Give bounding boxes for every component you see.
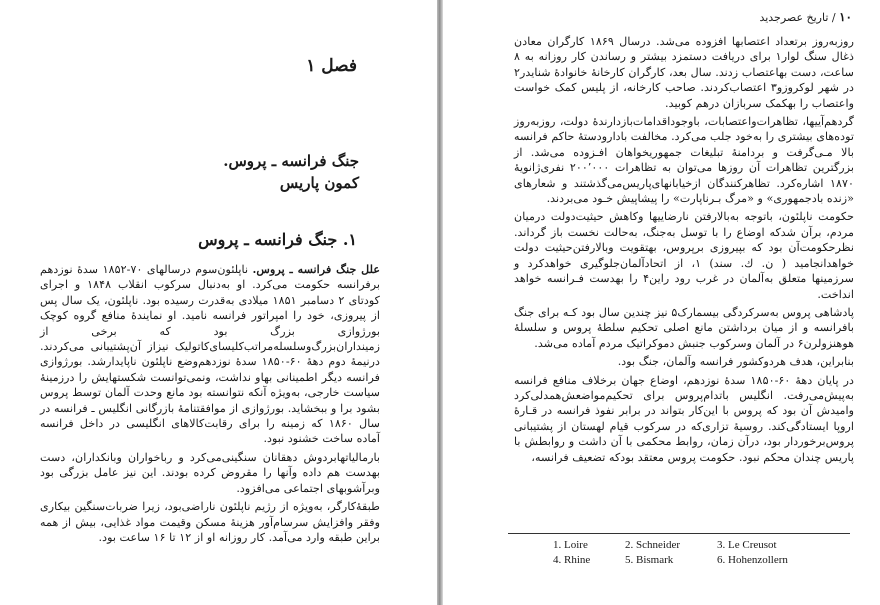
right-body-text xyxy=(514,34,854,468)
body-paragraph xyxy=(40,450,380,496)
running-head-title: تاریخ عصرجدید xyxy=(759,11,829,24)
left-body-text xyxy=(40,262,380,548)
runin-heading: علل جنگ فرانسه ـ پروس. xyxy=(252,262,381,276)
footnote: 3. Le Creusot xyxy=(717,539,777,551)
body-paragraph: روزبه‌روز برتعداد اعتصابها افزوده می‌شد. درسال ۱۸۶۹ کارگران معادن ذغال سنگ لوار۱ برای دریافت دستمزد بیشتر و رساندن کار روزانه به ۸ ساعت، دست بهاعتصاب زدند. سال بعد، کارگران کارخانهٔ خانوادهٔ شنایدر۲ در شهر لوکروزو۳ اعتصاب‌کردند. صاحب کارخانه، از پلیس کمک خواست واعتصاب را بهکمک سربازان درهم کوبید. xyxy=(514,35,855,110)
body-paragraph xyxy=(40,262,380,447)
footnote-row xyxy=(553,538,863,553)
body-paragraph xyxy=(40,499,380,545)
part-title xyxy=(119,150,359,194)
section-title: ۱. جنگ فرانسه ـ پروس xyxy=(198,230,357,249)
body-paragraph: گردهم‌آییها، تظاهرات‌واعتصابات، باوجوداقدامات‌بازدارندهٔ دولت، روزبه‌روز توده‌های بیشتری را به‌خود جلب می‌کرد. مخالفت با‌دارودستهٔ حاکم فرانسه بالا مـی‌گرفت و بردامنهٔ تبلیغات جمهوریخواهان افـزوده می‌شد. از بزرگترین تظاهرات آن روزها می‌توان به تظاهرات ۲۰۰٬۰۰۰ نفری‌ژانویهٔ ۱۸۷۰ اشاره‌کرد. تظاهرکنندگان ازخیابانهای‌پاریس‌می‌گذشتند و شعارهای «زنده باد‌جمهوری» و «مرگ بـرناپارت» را پیشاپیش خـود می‌بردند. xyxy=(514,115,854,206)
part-title-line: کمون پاریس xyxy=(279,174,359,192)
body-paragraph: پادشاهی پروس به‌سرکردگی بیسمارک۵ نیز چندین سال بود کـه برای جنگ بافرانسه و از میان برداشتن مانع اصلی تحکیم سلطهٔ پروس و سلسلهٔ هوهنزولرن۶ در آلمان وسرکوب جنبش دموکراتیک مردم آماده می‌شد. xyxy=(514,305,854,350)
footnote: 2. Schneider xyxy=(625,539,680,551)
chapter-title: فصل ۱ xyxy=(306,56,357,76)
footnote-row xyxy=(553,553,863,568)
running-head: ۱۰ / تاریخ عصرجدید xyxy=(759,10,852,24)
footnote: 6. Hohenzollern xyxy=(717,554,788,566)
footnote: 5. Bismark xyxy=(625,554,674,566)
paragraph-text: طبقهٔ‌کارگر، به‌ویژه از رژیم ناپلئون ناراضی‌بود، زیرا ضربات‌سنگین بیکاری وفقر وافزایش سرسام‌آور هزینهٔ مسکن وقیمت مواد غذایی، بیش از همه براین طبقه وارد می‌آمد. کار روزانه او از ۱۲ تا ۱۶ ساعت بود. xyxy=(40,500,380,544)
part-title-line: جنگ فرانسه ـ پروس. xyxy=(223,152,359,170)
footnote: 4. Rhine xyxy=(553,554,591,566)
body-paragraph: بنابراین، هدف هردوکشور فرانسه وآلمان، جنگ بود. xyxy=(617,355,854,369)
left-page xyxy=(0,0,437,605)
footnotes xyxy=(553,538,863,568)
footnote: 1. Loire xyxy=(553,539,588,551)
body-paragraph: در پایان دههٔ ۶۰-۱۸۵۰ سدهٔ نوزدهم، اوضاع جهان برخلاف منافع فرانسه به‌پیش‌می‌رفت. انگلیس باتدام‌پروس برای تحکیم‌مواضعش‌همدلی‌کرد وامیدش آن بود که پروس با این‌کار بتواند در برابر نفوذ فرانسه در قـارهٔ اروپا ایستادگی‌کند. روسیهٔ تزاری‌که در سرکوب قیام لهستان از پشتیبانی پروس‌برخوردار بود، درآن زمان، روابط محکمی با آن داشت و روابطش با پاریس چندان محکم نبود. حکومت پروس معتقد بودکه تضعیف فرانسه، xyxy=(514,373,854,464)
body-paragraph: حکومت ناپلئون، باتوجه به‌بالارفتن نارضاییها وکاهش حیثیت‌دولت درمیان مردم، برآن شدکه اوضاع را با توسل به‌جنگ، به‌حالت نخست باز گرداند. نظرحکومت‌آن بود که بپیروزی برپروس، بهتقویت وبالارفتن‌حیثیت دولت خواهدانجامید ( ن. ك. سند) ۱، از اتحادآلمان‌جلوگیری خواهدکرد و سرزمینها متعلق به‌آلمان در غرب رود راین۴ را بهدست فـرانسه خواهد انداخت. xyxy=(514,210,855,301)
page-number: ۱۰ xyxy=(839,10,852,24)
footnote-rule xyxy=(508,533,850,534)
paragraph-text: بارمالیاتهابردوش دهقانان سنگینی‌می‌کرد و رباخواران وبانکداران، دست بهدست هم داده وآنها را مقروض کرده بودند. این نیز عامل بزرگی بود وبرآشوبهای اجتماعی می‌افزود. xyxy=(40,450,380,495)
paragraph-text: ناپلئون‌سوم درسالهای ۷۰-۱۸۵۲ سدهٔ نوزدهم برفرانسه حکومت می‌کرد. او به‌دنبال سرکوب انقلاب ۱۸۴۸ و اجرای کودتای ۲ دسامبر ۱۸۵۱ میلادی به‌قدرت رسیده بود. ناپلئون، یک سال پس از پیروزی، خود را امپراتور فرانسه نامید. او نمایندهٔ منافع گروه کوچک بورژوازی بزرگ بود که برخی از زمینداران‌بزرگ‌وسلسله‌مراتب‌کلیسای‌کاتولیک نیزاز آن‌پشتیبانی می‌کردند. درنیمهٔ دوم دههٔ ۶۰-۱۸۵۰ سدهٔ نوزدهم‌وضع ناپلئون ناپایدارشد. بورژوازی فرانسه دیگر اطمینانی بهاو نداشت، ونمی‌توانست شکستهایش را درزمینهٔ سیاست خارجی، به‌ویژه آنکه نتوانسته بود مانع وحدت آلمان توسط پروس بشود برا و ببخشاید. بورژوازی از موافقتنامهٔ بازرگانی انگلیس ـ فرانسه در سال ۱۸۶۰ که زمینه را برای رقابت‌کالاهای انگلیسی در داخل فرانسه آماده ساخت خشنود نبود. xyxy=(40,263,381,446)
